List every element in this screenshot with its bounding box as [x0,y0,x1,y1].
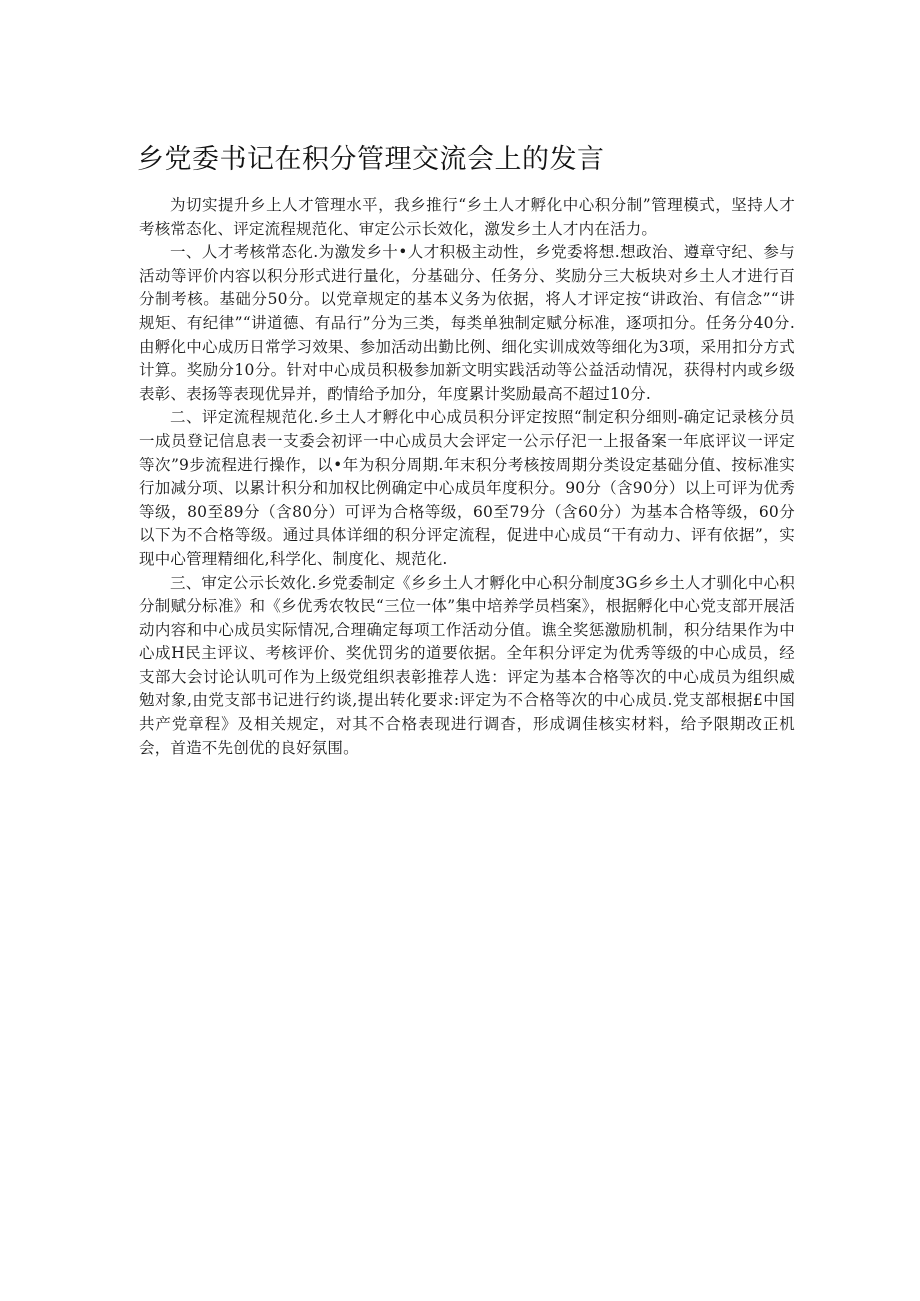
paragraph-section-1: 一、人才考核常态化.为激发乡十•人才积极主动性，乡党委将想.想政治、遵章守纪、参与活动等评价内容以积分形式进行量化，分基础分、任务分、奖励分三大板块对乡土人才进行百分制考核。基础分50分。以党章规定的基本义务为依据，将人才评定按“讲政治、有信念”“讲规矩、有纪律”“讲道德、有品行”分为三类，每类单独制定赋分标准，逐项扣分。任务分40分.由孵化中心成历日常学习效果、参加活动出勤比例、细化实训成效等细化为3项，采用扣分方式计算。奖励分10分。针对中心成员积极参加新文明实践活动等公益活动情况，获得村内或乡级表彰、表扬等表现优异并，酌情给予加分，年度累计奖励最高不超过10分. [139,243,795,403]
paragraph-intro: 为切实提升乡上人才管理水平，我乡推行“乡土人才孵化中心积分制”管理模式，坚持人才考核常态化、评定流程规范化、审定公示长效化，激发乡土人才内在活力。 [139,196,795,238]
document-title: 乡党委书记在积分管理交流会上的发言 [137,144,605,175]
paragraph-section-2: 二、评定流程规范化.乡土人才孵化中心成员积分评定按照“制定积分细则-确定记录核分员一成员登记信息表一支委会初评一中心成员大会评定一公示仔汜一上报备案一年底评议一评定等次”9步流程进行操作，以•年为积分周期.年末积分考核按周期分类设定基础分值、按标准实行加减分项、以累计积分和加权比例确定中心成员年度积分。90分（含90分）以上可评为优秀等级，80至89分（含80分）可评为合格等级，60至79分（含60分）为基本合格等级，60分以下为不合格等级。通过具体详细的积分评定流程，促进中心成员“干有动力、评有依据”，实现中心管理精细化,科学化、制度化、规范化. [139,408,795,568]
paragraph-section-3: 三、审定公示长效化.乡党委制定《乡乡土人才孵化中心积分制度3G乡乡土人才驯化中心积分制赋分标准》和《乡优秀农牧民“三位一体”集中培养学员档案》，根据孵化中心党支部开展活动内容和中心成员实际情况,合理确定每项工作活动分值。谯全奖惩激励机制，积分结果作为中心成H民主评议、考核评价、奖优罚劣的道要依据。全年积分评定为优秀等级的中心成员，经支部大会讨论认叽可作为上级党组织表彰推荐人选：评定为基本合格等次的中心成员为组织威勉对象,由党支部书记进行约谈,提出转化要求:评定为不合格等次的中心成员.党支部根据£中国共产党章程》及相关规定，对其不合格表现进行调杳，形成调佳核实材料，给予限期改正机会，首造不先创优的良好氛围。 [139,573,795,757]
document-body [139,194,795,760]
